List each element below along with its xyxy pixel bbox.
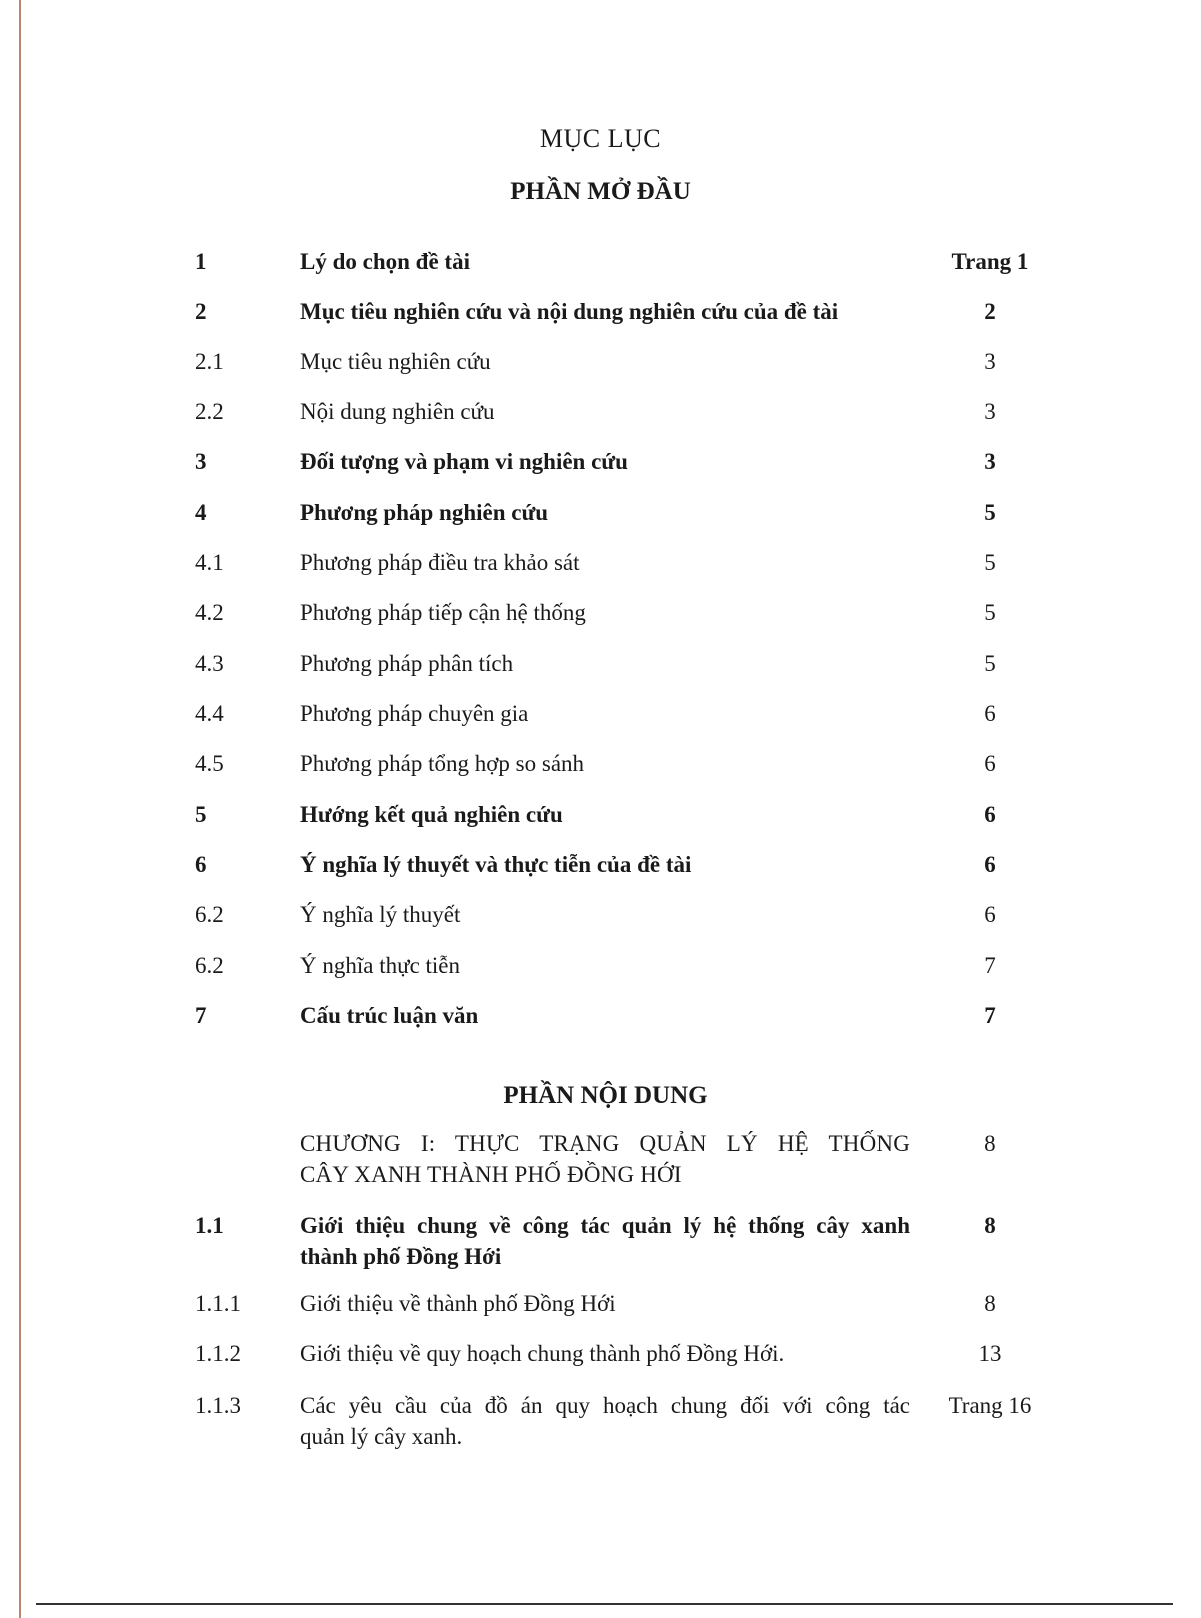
toc-entry-page: 6 — [984, 751, 996, 776]
toc-entry[interactable] — [0, 497, 1201, 537]
toc-entry-number: 4 — [195, 500, 207, 525]
toc-entry-title-line1: Giới thiệu chung về công tác quản lý hệ thống cây xanh — [300, 1213, 910, 1238]
toc-entry-page: 5 — [984, 550, 996, 575]
toc-entry-title: Phương pháp tổng hợp so sánh — [300, 751, 585, 776]
toc-entry-number: 1.1.3 — [195, 1393, 241, 1418]
toc-entry-title: Ý nghĩa thực tiễn — [300, 953, 461, 978]
toc-entry[interactable] — [0, 849, 1201, 889]
toc-entry[interactable] — [0, 1390, 1201, 1454]
toc-entry-title: Phương pháp chuyên gia — [300, 701, 529, 726]
toc-entry-title-line2: quản lý cây xanh. — [300, 1424, 463, 1449]
toc-entry-number: 4.4 — [195, 701, 224, 726]
toc-entry[interactable] — [0, 950, 1201, 990]
toc-entry-number: 6.2 — [195, 953, 224, 978]
toc-entry-number: 1.1 — [195, 1213, 224, 1238]
page-bottom-rule — [36, 1603, 1173, 1605]
toc-entry[interactable] — [0, 799, 1201, 839]
toc-entry[interactable] — [0, 396, 1201, 436]
toc-entry[interactable] — [0, 648, 1201, 688]
toc-entry-page: 8 — [984, 1291, 996, 1316]
toc-entry-number: 4.3 — [195, 651, 224, 676]
toc-entry-page: 8 — [984, 1131, 996, 1156]
page-title: MỤC LỤC — [539, 124, 662, 153]
toc-entry-number: 4.1 — [195, 550, 224, 575]
toc-entry-page: 13 — [978, 1341, 1002, 1366]
toc-entry-number: 3 — [195, 449, 207, 474]
toc-entry-page: 3 — [984, 399, 996, 424]
toc-entry-title — [300, 1128, 910, 1190]
toc-entry-page: 6 — [984, 902, 996, 927]
toc-entry-title-line1: Các yêu cầu của đồ án quy hoạch chung đối với công tác — [300, 1393, 910, 1418]
toc-entry-title: Phương pháp điều tra khảo sát — [300, 550, 580, 575]
toc-entry-number: 1 — [195, 249, 207, 274]
toc-entry-page: Trang 1 — [951, 249, 1029, 274]
toc-entry-title: Giới thiệu về quy hoạch chung thành phố Đồng Hới. — [300, 1341, 785, 1366]
toc-entry[interactable] — [0, 246, 1201, 286]
toc-entry-title-line1: CHƯƠNG I: THỰC TRẠNG QUẢN LÝ HỆ THỐNG — [300, 1131, 910, 1156]
toc-entry-title: Nội dung nghiên cứu — [300, 399, 495, 424]
toc-entry-title — [300, 1390, 910, 1452]
toc-entry-page: 5 — [984, 651, 996, 676]
toc-entry-page: 5 — [984, 500, 996, 525]
toc-entry-number: 2.2 — [195, 399, 224, 424]
toc-entry-title: Phương pháp nghiên cứu — [300, 500, 549, 525]
toc-entry-number: 2 — [195, 299, 207, 324]
toc-entry[interactable] — [0, 748, 1201, 788]
toc-entry-title: Ý nghĩa lý thuyết — [300, 902, 461, 927]
toc-entry[interactable] — [0, 547, 1201, 587]
toc-entry[interactable] — [0, 1210, 1201, 1274]
toc-entry-page: Trang 16 — [948, 1393, 1032, 1418]
toc-entry-title: Giới thiệu về thành phố Đồng Hới — [300, 1291, 616, 1316]
section-heading-content: PHẦN NỘI DUNG — [503, 1082, 708, 1109]
toc-entry[interactable] — [0, 346, 1201, 386]
toc-entry-number: 4.2 — [195, 600, 224, 625]
toc-entry-title: Phương pháp tiếp cận hệ thống — [300, 600, 586, 625]
toc-entry[interactable] — [0, 597, 1201, 637]
toc-entry-title: Mục tiêu nghiên cứu và nội dung nghiên cứu của đề tài — [300, 299, 839, 324]
toc-entry-page: 8 — [984, 1213, 996, 1238]
toc-entry-title: Đối tượng và phạm vi nghiên cứu — [300, 449, 628, 474]
section-heading-intro: PHẦN MỞ ĐẦU — [510, 178, 691, 205]
toc-entry[interactable] — [0, 1000, 1201, 1040]
toc-entry-title: Hướng kết quả nghiên cứu — [300, 802, 563, 827]
toc-entry-page: 6 — [984, 852, 996, 877]
toc-entry-page: 6 — [984, 701, 996, 726]
toc-entry-number: 5 — [195, 802, 207, 827]
toc-entry-number: 6 — [195, 852, 207, 877]
toc-entry-title: Ý nghĩa lý thuyết và thực tiễn của đề tài — [300, 852, 692, 877]
toc-entry[interactable] — [0, 446, 1201, 486]
toc-entry-number: 2.1 — [195, 349, 224, 374]
toc-entry-title: Lý do chọn đề tài — [300, 249, 470, 274]
toc-entry-page: 6 — [984, 802, 996, 827]
toc-entry[interactable] — [0, 1288, 1201, 1328]
toc-entry-page: 7 — [984, 1003, 996, 1028]
toc-entry-title: Cấu trúc luận văn — [300, 1003, 479, 1028]
toc-entry-chapter[interactable] — [0, 1128, 1201, 1192]
toc-entry-number: 7 — [195, 1003, 207, 1028]
toc-entry-page: 3 — [984, 349, 996, 374]
toc-entry-page: 5 — [984, 600, 996, 625]
toc-entry-title — [300, 1210, 910, 1272]
toc-entry[interactable] — [0, 899, 1201, 939]
toc-entry-number: 1.1.1 — [195, 1291, 241, 1316]
toc-entry-number: 1.1.2 — [195, 1341, 241, 1366]
toc-entry-title-line2: thành phố Đồng Hới — [300, 1244, 502, 1269]
toc-entry[interactable] — [0, 296, 1201, 336]
toc-entry-page: 2 — [984, 299, 996, 324]
toc-entry-number: 4.5 — [195, 751, 224, 776]
toc-entry-number: 6.2 — [195, 902, 224, 927]
toc-entry-title: Phương pháp phân tích — [300, 651, 514, 676]
toc-entry-title: Mục tiêu nghiên cứu — [300, 349, 491, 374]
toc-entry[interactable] — [0, 1338, 1201, 1378]
toc-entry-title-line2: CÂY XANH THÀNH PHỐ ĐỒNG HỚI — [300, 1162, 682, 1187]
toc-entry-page: 3 — [984, 449, 996, 474]
toc-entry[interactable] — [0, 698, 1201, 738]
toc-entry-page: 7 — [984, 953, 996, 978]
